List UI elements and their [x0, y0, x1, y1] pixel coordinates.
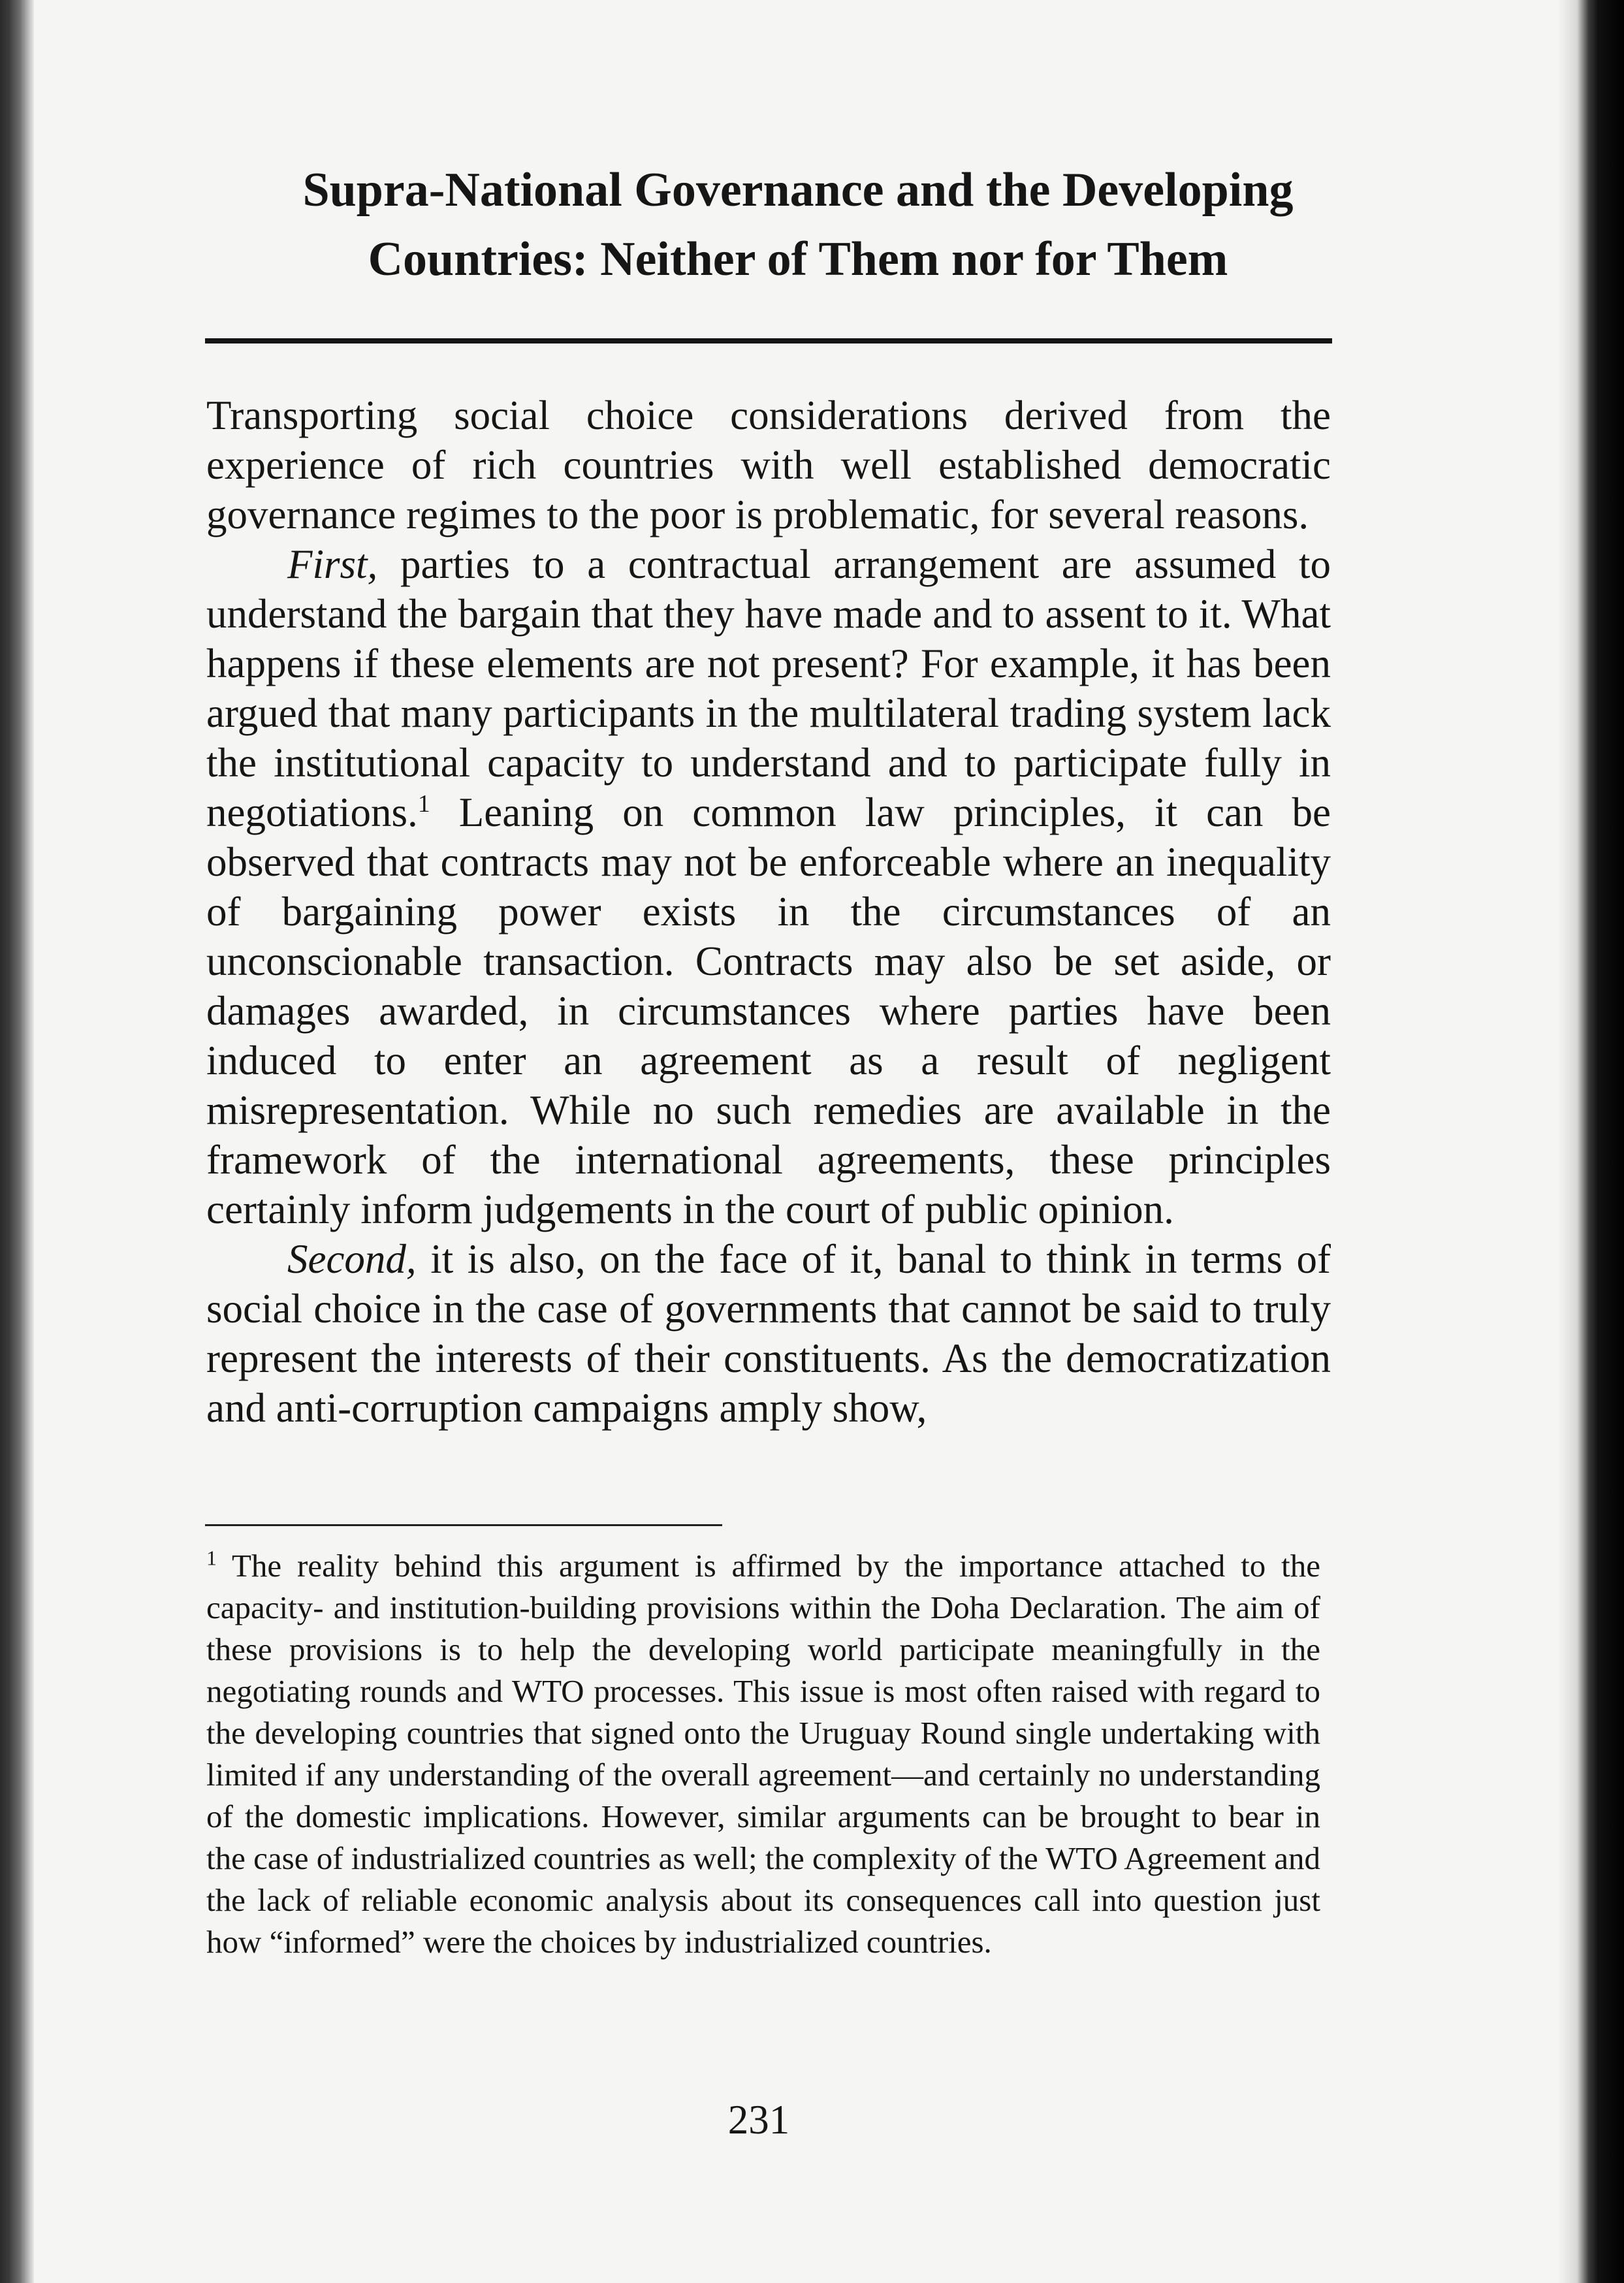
- paragraph-2: [206, 539, 1331, 1234]
- footnote-marker: 1: [206, 1546, 217, 1570]
- book-page: [34, 0, 1559, 2283]
- paragraph-3-text: it is also, on the face of it, banal to think in terms of social choice in the case of governments that cannot be said to truly represent the interests of their constituents. As the democratization and anti-corruption campaigns amply show,: [206, 1236, 1331, 1431]
- scan-shadow-right: [1559, 0, 1624, 2283]
- page-number: 231: [727, 2097, 790, 2143]
- chapter-title-line-2: Countries: Neither of Them nor for Them: [368, 232, 1228, 286]
- paragraph-1: Transporting social choice considerations derived from the experience of rich countries with well established democratic governance regimes to the poor is problematic, for several reasons.: [206, 392, 1331, 537]
- footnote-1: [206, 1545, 1320, 1963]
- footnote-divider: [205, 1524, 722, 1526]
- body-text: [206, 391, 1331, 1433]
- title-divider: [205, 338, 1332, 343]
- paragraph-2-text-a: parties to a contractual arrangement are assumed to understand the bargain that they have made and to assent to it. What happens if these elements are not present? For example, it has been argued that many participants in the multilateral trading system lack the institutional capacity to understand and to participate fully in negotiations.: [206, 541, 1331, 835]
- paragraph-3-lead: Second,: [287, 1236, 417, 1282]
- paragraph-2-lead: First,: [287, 541, 378, 587]
- paragraph-2-text-b: Leaning on common law principles, it can be observed that contracts may not be enforceable where an inequality of bargaining power exists in the circumstances of an unconscionable transaction. Contracts may also be set aside, or damages awarded, in circumstances where parties have been induced to enter an agreement as a result of negligent misrepresentation. While no such remedies are available in the framework of the international agreements, these principles certainly inform judgements in the court of public opinion.: [206, 790, 1331, 1232]
- paragraph-3: [206, 1234, 1331, 1433]
- footnote-reference-1: 1: [417, 790, 430, 818]
- chapter-title-line-1: Supra-National Governance and the Developing: [302, 163, 1294, 217]
- footnote-text: The reality behind this argument is affirmed by the importance attached to the capacity- and institution-building provisions within the Doha Declaration. The aim of these provisions is to help the developing world participate meaningfully in the negotiating rounds and WTO processes. This issue is most often raised with regard to the developing countries that signed onto the Uruguay Round single undertaking with limited if any understanding of the overall agreement—and certainly no understanding of the domestic implications. However, similar arguments can be brought to bear in the case of industrialized countries as well; the complexity of the WTO Agreement and the lack of reliable economic analysis about its consequences call into question just how “informed” were the choices by industrialized countries.: [206, 1548, 1320, 1960]
- chapter-title: [204, 155, 1392, 294]
- scan-shadow-left: [0, 0, 34, 2283]
